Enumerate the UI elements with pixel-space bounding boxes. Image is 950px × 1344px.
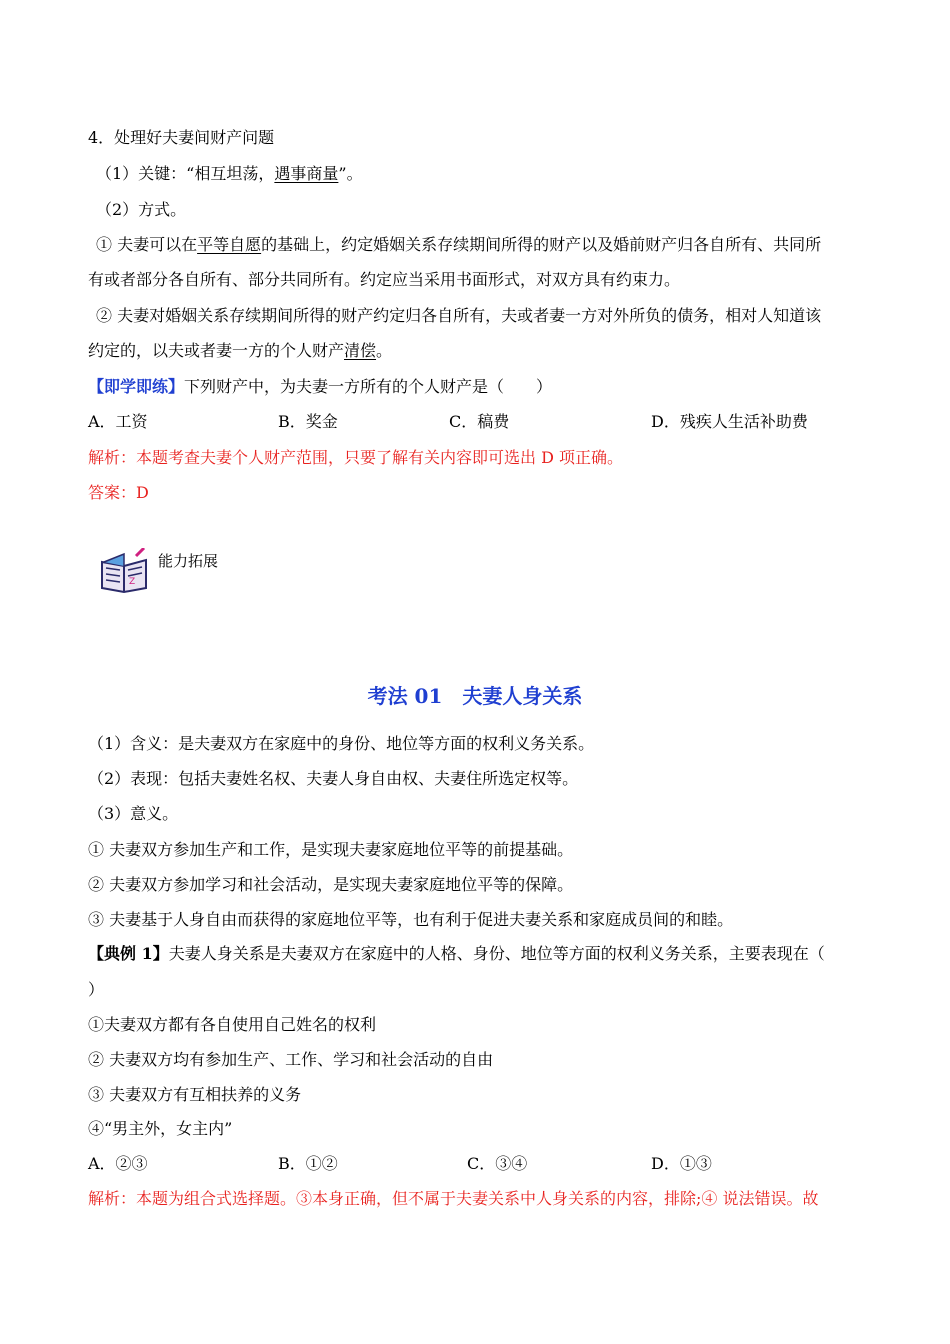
section4-key xyxy=(96,164,862,184)
example-option-b: B．①② xyxy=(278,1154,338,1173)
practice-question xyxy=(88,377,862,397)
example-analysis: 解析：本题为组合式选择题。③本身正确，但不属于夫妻关系中人身关系的内容，排除;④ 说法错误。故 xyxy=(88,1189,819,1208)
example-option-d: D．①③ xyxy=(651,1154,712,1173)
content-meaning: （1）含义：是夫妻双方在家庭中的身份、地位等方面的权利义务关系。 xyxy=(88,734,595,753)
section4-p1-line2: 有或者部分各自所有、部分共同所有。约定应当采用书面形式，对双方具有约束力。 xyxy=(88,270,681,289)
p1-prefix: ① 夫妻可以在 xyxy=(96,235,198,254)
ability-label: 能力拓展 xyxy=(158,552,219,570)
example-question-text: 夫妻人身关系是夫妻双方在家庭中的人格、身份、地位等方面的权利义务关系，主要表现在（ xyxy=(168,944,825,963)
section4-p2-line1: ② 夫妻对婚姻关系存续期间所得的财产约定归各自所有，夫或者妻一方对外所负的债务，相对人知道该 xyxy=(96,306,822,325)
practice-option-c: C．稿费 xyxy=(449,412,510,431)
example-question-line2: ） xyxy=(88,980,105,999)
example-item-2: ② 夫妻双方均有参加生产、工作、学习和社会活动的自由 xyxy=(88,1050,494,1069)
content-s2: ② 夫妻双方参加学习和社会活动，是实现夫妻家庭地位平等的保障。 xyxy=(88,875,574,894)
section-title: 考法 01 夫妻人身关系 xyxy=(367,684,583,708)
section4-p1-line1 xyxy=(96,235,862,255)
p2-suffix: 。 xyxy=(376,341,393,360)
p1-underlined: 平等自愿 xyxy=(197,235,262,254)
practice-analysis: 解析：本题考查夫妻个人财产范围，只要了解有关内容即可选出 D 项正确。 xyxy=(88,448,624,467)
key-underlined: 遇事商量 xyxy=(274,164,339,183)
key-suffix: ”。 xyxy=(338,164,363,183)
practice-option-d: D．残疾人生活补助费 xyxy=(651,412,808,431)
section4-p2-line2 xyxy=(88,341,862,361)
key-prefix: （1）关键：“相互坦荡， xyxy=(96,164,275,183)
example-item-4: ④“男主外，女主内” xyxy=(88,1119,233,1138)
example-item-3: ③ 夫妻双方有互相扶养的义务 xyxy=(88,1085,302,1104)
practice-question-text: 下列财产中，为夫妻一方所有的个人财产是（ ） xyxy=(184,377,553,396)
content-s3: ③ 夫妻基于人身自由而获得的家庭地位平等，也有利于促进夫妻关系和家庭成员间的和睦。 xyxy=(88,910,734,929)
p2-prefix: 约定的，以夫或者妻一方的个人财产 xyxy=(88,341,345,360)
p2-underlined: 清偿 xyxy=(344,341,377,360)
p1-rest: 的基础上，约定婚姻关系存续期间所得的财产以及婚前财产归各自所有、共同所 xyxy=(261,235,822,254)
practice-option-b: B．奖金 xyxy=(278,412,338,431)
practice-answer: 答案：D xyxy=(88,483,149,502)
content-s1: ① 夫妻双方参加生产和工作，是实现夫妻家庭地位平等的前提基础。 xyxy=(88,840,574,859)
practice-option-a: A．工资 xyxy=(88,412,148,431)
example-option-a: A．②③ xyxy=(88,1154,148,1173)
content-significance: （3）意义。 xyxy=(88,804,179,823)
example-option-c: C．③④ xyxy=(467,1154,528,1173)
content-manifest: （2）表现：包括夫妻姓名权、夫妻人身自由权、夫妻住所选定权等。 xyxy=(88,769,579,788)
example-item-1: ①夫妻双方都有各自使用自己姓名的权利 xyxy=(88,1015,377,1034)
practice-tag: 【即学即练】 xyxy=(88,377,185,396)
example-question-line1 xyxy=(88,944,862,964)
example-tag: 【典例 1】 xyxy=(88,944,169,963)
book-icon xyxy=(98,548,150,594)
svg-text:Z: Z xyxy=(129,577,136,587)
section4-heading: 4．处理好夫妻间财产问题 xyxy=(88,128,275,147)
section4-method: （2）方式。 xyxy=(96,200,187,219)
